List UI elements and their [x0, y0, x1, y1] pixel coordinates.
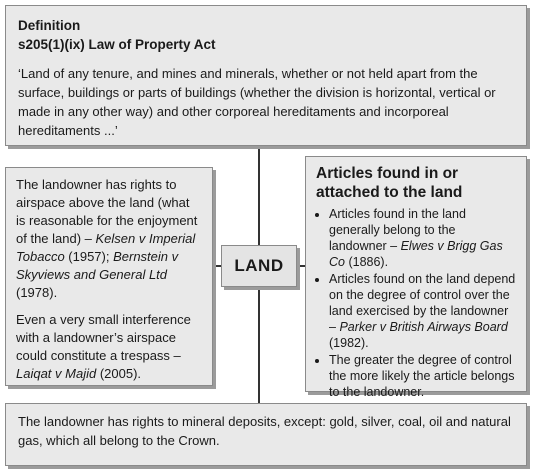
definition-heading: Definition: [18, 18, 81, 33]
bullet-text: The greater the degree of control the more likely the article belongs to the landowner.: [329, 353, 515, 399]
bullet-text: Articles found on the land depend on the degree of control over the land exercised by the landowner –: [329, 272, 516, 334]
list-item: [329, 352, 516, 400]
case-parker: Parker v British Airways Board: [339, 320, 508, 334]
airspace-paragraph-2: [16, 311, 202, 383]
airspace-text-2: Even a very small interference with a landowner’s airspace could constitute a trespass –: [16, 312, 191, 363]
case-elwes: Elwes v Brigg Gas Co: [329, 239, 503, 269]
statute-reference: s205(1)(ix) Law of Property Act: [18, 37, 216, 52]
case-year: (2005).: [96, 366, 142, 381]
case-laiqat: Laiqat v Majid: [16, 366, 97, 381]
case-year: (1957);: [64, 249, 114, 264]
land-label: LAND: [234, 256, 284, 275]
land-center-box: [221, 245, 297, 287]
articles-box: [305, 156, 527, 399]
airspace-text-1: The landowner has rights to airspace above the land (what is reasonable for the enjoyment of the land) –: [16, 177, 198, 246]
list-item: [329, 206, 516, 270]
case-year: (1886).: [344, 255, 389, 269]
minerals-box: [5, 403, 527, 466]
airspace-paragraph-1: [16, 176, 202, 302]
definition-box: [5, 5, 527, 146]
bullet-text: Articles found in the land generally belong to the landowner –: [329, 207, 466, 253]
case-bernstein: Bernstein v Skyviews and General Ltd: [16, 249, 179, 282]
case-kelsen: Kelsen v Imperial Tobacco: [16, 231, 196, 264]
list-item: [329, 271, 516, 351]
case-year: (1978).: [16, 285, 58, 300]
articles-heading: Articles found in or attached to the land: [316, 165, 463, 201]
articles-list: [316, 206, 516, 400]
definition-quote: ‘Land of any tenure, and mines and minerals, whether or not held apart from the surface, buildings or parts of buildings (whether the division is horizontal, vertical or made in any other way) and other corporeal hereditaments and incorporeal hereditaments ...’: [18, 66, 496, 138]
case-year: (1982).: [329, 336, 369, 350]
minerals-text: The landowner has rights to mineral deposits, except: gold, silver, coal, oil and natural gas, which all belong to the Crown.: [18, 414, 511, 448]
airspace-box: [5, 167, 213, 386]
